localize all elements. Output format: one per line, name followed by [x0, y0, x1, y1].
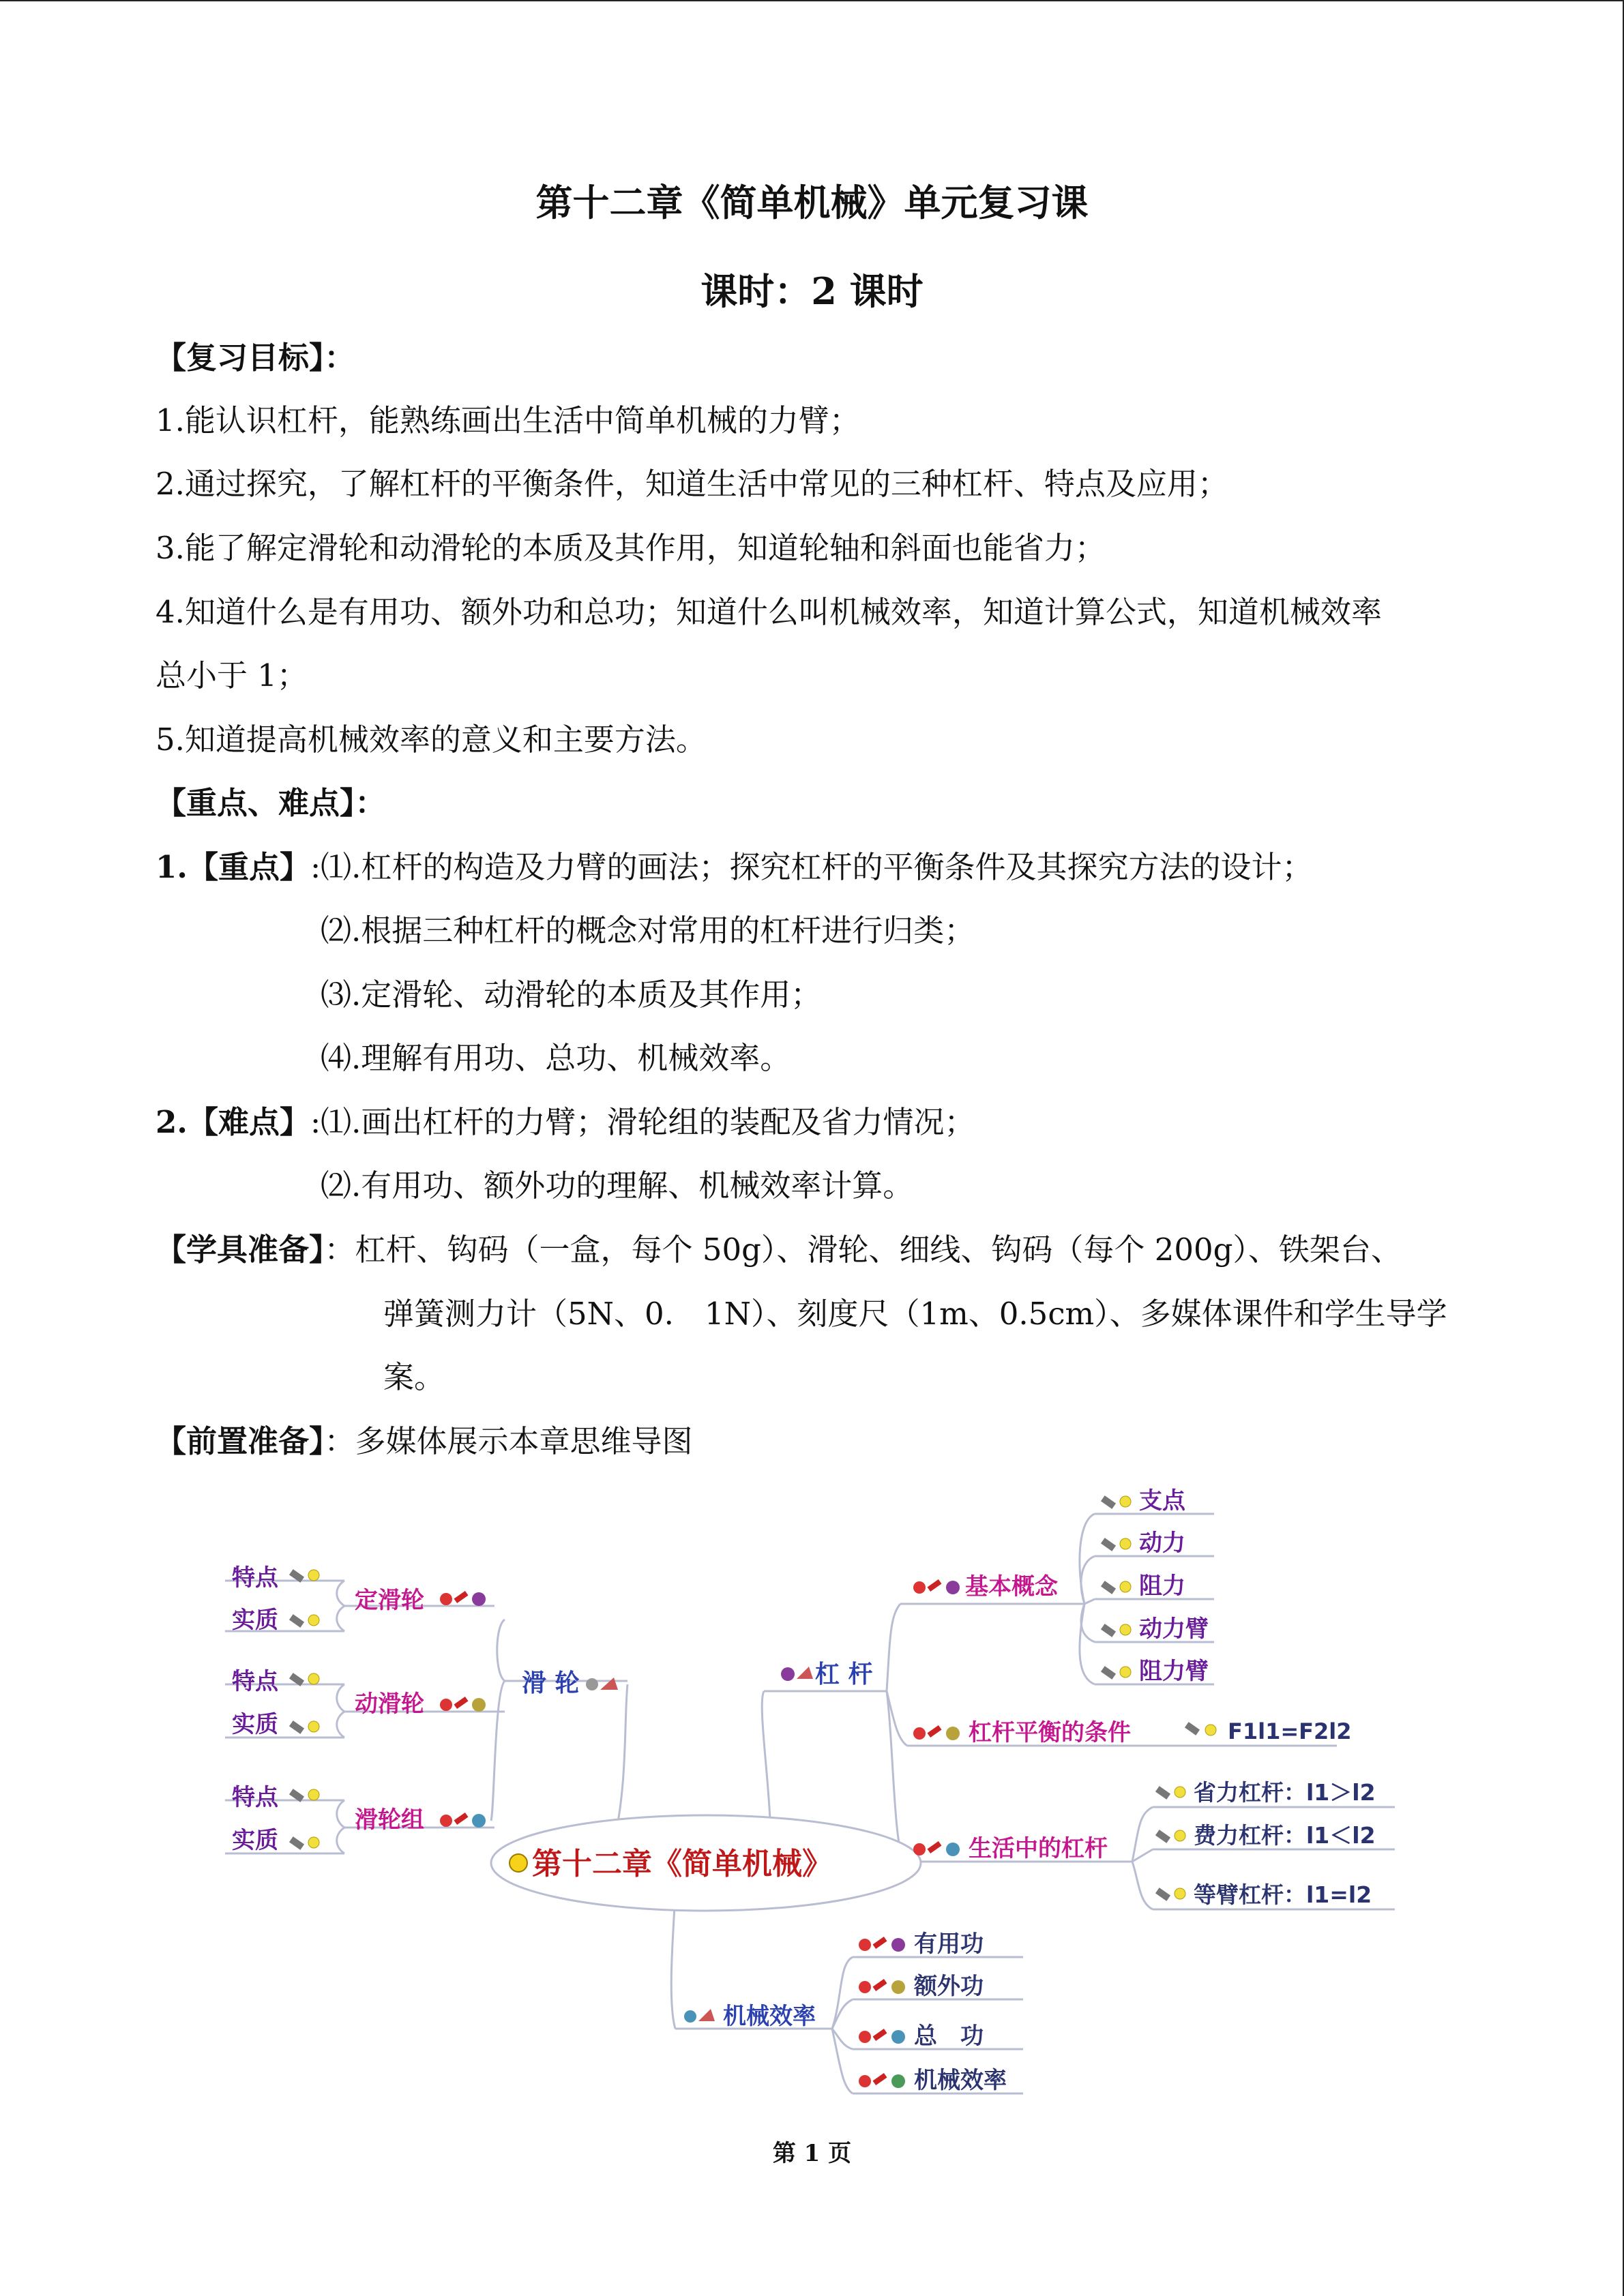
focus-item: :⑴.杠杆的构造及力臂的画法；探究杠杆的平衡条件及其探究方法的设计；	[310, 849, 1313, 885]
mindmap-center: 第十二章《简单机械》	[532, 1847, 832, 1881]
difficulty-item: :⑴.画出杠杆的力臂；滑轮组的装配及省力情况；	[310, 1104, 975, 1140]
mindmap-efficiency-item: 机械效率	[914, 2067, 1007, 2094]
difficulty-item: ⑵.有用功、额外功的理解、机械效率计算。	[321, 1167, 914, 1204]
mindmap-essence: 实质	[232, 1711, 278, 1738]
page-subtitle: 课时：2 课时	[700, 269, 924, 313]
mindmap-efficiency-item: 额外功	[914, 1973, 984, 2000]
mindmap-pulley: 滑 轮	[522, 1669, 580, 1697]
mindmap-lever-type: 省力杠杆：l1＞l2	[1194, 1779, 1376, 1806]
focus-row	[156, 847, 1312, 888]
mindmap-marker-icons	[289, 1495, 1216, 2088]
mindmap-concept: 动力臂	[1139, 1615, 1209, 1643]
goal-item: 3.能了解定滑轮和动滑轮的本质及其作用，知道轮轴和斜面也能省力；	[156, 530, 1106, 566]
mindmap-concept: 阻力臂	[1139, 1658, 1209, 1685]
goal-item: 5.知道提高机械效率的意义和主要方法。	[156, 721, 707, 758]
tools-row	[156, 1229, 1402, 1270]
mindmap-feature: 特点	[232, 1668, 278, 1695]
goal-item: 1.能认识杠杆，能熟练画出生活中简单机械的力臂；	[156, 402, 860, 438]
tools-line: 弹簧测力计（5N、0. 1N）、刻度尺（1m、0.5cm）、多媒体课件和学生导学	[383, 1296, 1447, 1332]
focus-label: 1.【重点】	[156, 849, 310, 885]
key-points-heading: 【重点、难点】：	[156, 785, 386, 821]
mindmap-essence: 实质	[232, 1607, 278, 1634]
prep-label: 【前置准备】	[156, 1423, 325, 1459]
mindmap-lever: 杠 杆	[815, 1660, 873, 1688]
mindmap-basic-concepts: 基本概念	[965, 1573, 1058, 1600]
mindmap-concept: 阻力	[1139, 1572, 1185, 1600]
mindmap-efficiency: 机械效率	[723, 2003, 816, 2030]
mindmap-pulley-block: 滑轮组	[355, 1806, 424, 1834]
mindmap-diagram	[0, 1466, 1624, 2121]
mindmap-feature: 特点	[232, 1784, 278, 1811]
focus-item: ⑷.理解有用功、总功、机械效率。	[321, 1040, 791, 1076]
mindmap-balance: 杠杆平衡的条件	[969, 1719, 1131, 1746]
prep-text: ：多媒体展示本章思维导图	[324, 1423, 693, 1459]
mindmap-efficiency-item: 总 功	[914, 2023, 984, 2050]
mindmap-fixed-pulley: 定滑轮	[355, 1587, 424, 1614]
mindmap-essence: 实质	[232, 1827, 278, 1854]
mindmap-concept: 支点	[1139, 1487, 1185, 1515]
goal-item: 4.知道什么是有用功、额外功和总功；知道什么叫机械效率，知道计算公式，知道机械效率	[156, 594, 1382, 630]
mindmap-life-levers: 生活中的杠杆	[969, 1835, 1108, 1862]
tools-line: ：杠杆、钩码（一盒，每个 50g）、滑轮、细线、钩码（每个 200g）、铁架台、	[324, 1232, 1402, 1268]
page-number: 第 1 页	[772, 2140, 852, 2167]
prep-row	[156, 1421, 693, 1462]
mindmap-feature: 特点	[232, 1564, 278, 1592]
tools-line: 案。	[383, 1359, 445, 1395]
focus-item: ⑶.定滑轮、动滑轮的本质及其作用；	[321, 976, 822, 1013]
mindmap-balance-formula: F1l1=F2l2	[1228, 1718, 1352, 1744]
page-title: 第十二章《简单机械》单元复习课	[535, 181, 1089, 224]
difficulty-row	[156, 1102, 975, 1143]
goal-item: 总小于 1；	[156, 657, 308, 694]
mindmap-lever-type: 等臂杠杆：l1=l2	[1194, 1881, 1372, 1908]
mindmap-concept: 动力	[1139, 1530, 1185, 1557]
mindmap-movable-pulley: 动滑轮	[355, 1690, 424, 1718]
goal-item: 2.通过探究，了解杠杆的平衡条件，知道生活中常见的三种杠杆、特点及应用；	[156, 466, 1228, 502]
focus-item: ⑵.根据三种杠杆的概念对常用的杠杆进行归类；	[321, 912, 975, 949]
mindmap-lever-type: 费力杠杆：l1＜l2	[1194, 1822, 1376, 1849]
goals-heading: 【复习目标】：	[156, 340, 355, 376]
difficulty-label: 2.【难点】	[156, 1104, 310, 1140]
mindmap-efficiency-item: 有用功	[914, 1930, 984, 1958]
tools-label: 【学具准备】	[156, 1232, 325, 1268]
